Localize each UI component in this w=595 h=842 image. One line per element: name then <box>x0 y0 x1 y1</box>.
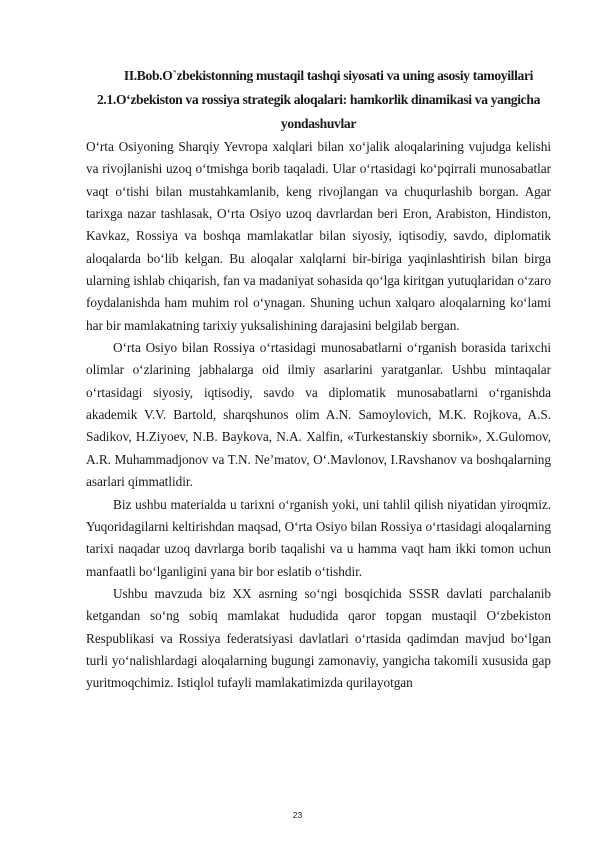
paragraph-3: Biz ushbu materialda u tarixni o‘rganish yoki, uni tahlil qilish niyatidan yiroqmiz. Yuqoridagilarni keltirishdan maqsad, O‘rta Osiyo bilan Rossiya o‘rtasidagi aloqalarning tarixi naqadar uzoq davrlarga borib taqalishi va u hamma vaqt ham ikki tomon uchun manfaatli bo‘lganligini yana bir bor eslatib o‘tishdir. <box>86 496 551 579</box>
chapter-title: II.Bob.O`zbekistonning mustaqil tashqi siyosati va uning asosiy tamoyillari <box>123 68 534 83</box>
paragraph-4: Ushbu mavzuda biz XX asrning so‘ngi bosqichida SSSR davlati parchalanib ketgandan so‘ng sobiq mamlakat hududida qaror topgan mustaqil O‘zbekiston Respublikasi va Rossiya federatsiyasi davlatlari o‘rtasida qadimdan mavjud bo‘lgan turli yo‘nalishlardagi aloqalarning bugungi zamonaviy, yangicha takomili xususida gap yuritmoqchimiz. Istiqlol tufayli mamlakatimizda qurilayotgan <box>86 585 551 691</box>
page-number: 23 <box>292 810 303 820</box>
paragraph-1: O‘rta Osiyoning Sharqiy Yevropa xalqlari bilan xo‘jalik aloqalarining vujudga kelishi va rivojlanishi uzoq o‘tmishga borib taqaladi. Ular o‘rtasidagi ko‘pqirrali munosabatlar vaqt o‘tishi bilan mustahkamlanib, keng rivojlangan va chuqurlashib borgan. Agar tarixga nazar tashlasak, O‘rta Osiyo uzoq davrlardan beri Eron, Arabiston, Hindiston, Kavkaz, Rossiya va boshqa mamlakatlar bilan siyosiy, iqtisodiy, savdo, diplomatik aloqalarda bo‘lib kelgan. Bu aloqalar xalqlarni bir-biriga yaqinlashtirish bilan birga ularning ishlab chiqarish, fan va madaniyat sohasida qo‘lga kiritgan yutuqlaridan o‘zaro foydalanishda ham muhim rol o‘ynagan. Shuning uchun xalqaro aloqalarning ko‘lami har bir mamlakatning tarixiy yuksalishining darajasini belgilab bergan. <box>86 139 551 333</box>
section-title: 2.1.O‘zbekiston va rossiya strategik aloqalari: hamkorlik dinamikasi va yangicha yondashuvlar <box>96 92 541 131</box>
paragraph-2: O‘rta Osiyo bilan Rossiya o‘rtasidagi munosabatlarni o‘rganish borasida tarixchi olimlar o‘zlarining jabhalarga oid ilmiy asarlarini yaratganlar. Ushbu mintaqalar o‘rtasidagi siyosiy, iqtisodiy, savdo va diplomatik munosabatlarni o‘rganishda akademik V.V. Bartold, sharqshunos olim A.N. Samoylovich, M.K. Rojkova, A.S. Sadikov, H.Ziyoev, N.B. Baykova, N.A. Xalfin, «Turkestanskiy sbornik», X.Gulomov, A.R. Muhammadjonov va T.N. Ne’matov, O‘.Mavlonov, I.Ravshanov va boshqalarning asarlari qimmatlidir. <box>86 340 551 490</box>
document-page <box>86 64 551 695</box>
